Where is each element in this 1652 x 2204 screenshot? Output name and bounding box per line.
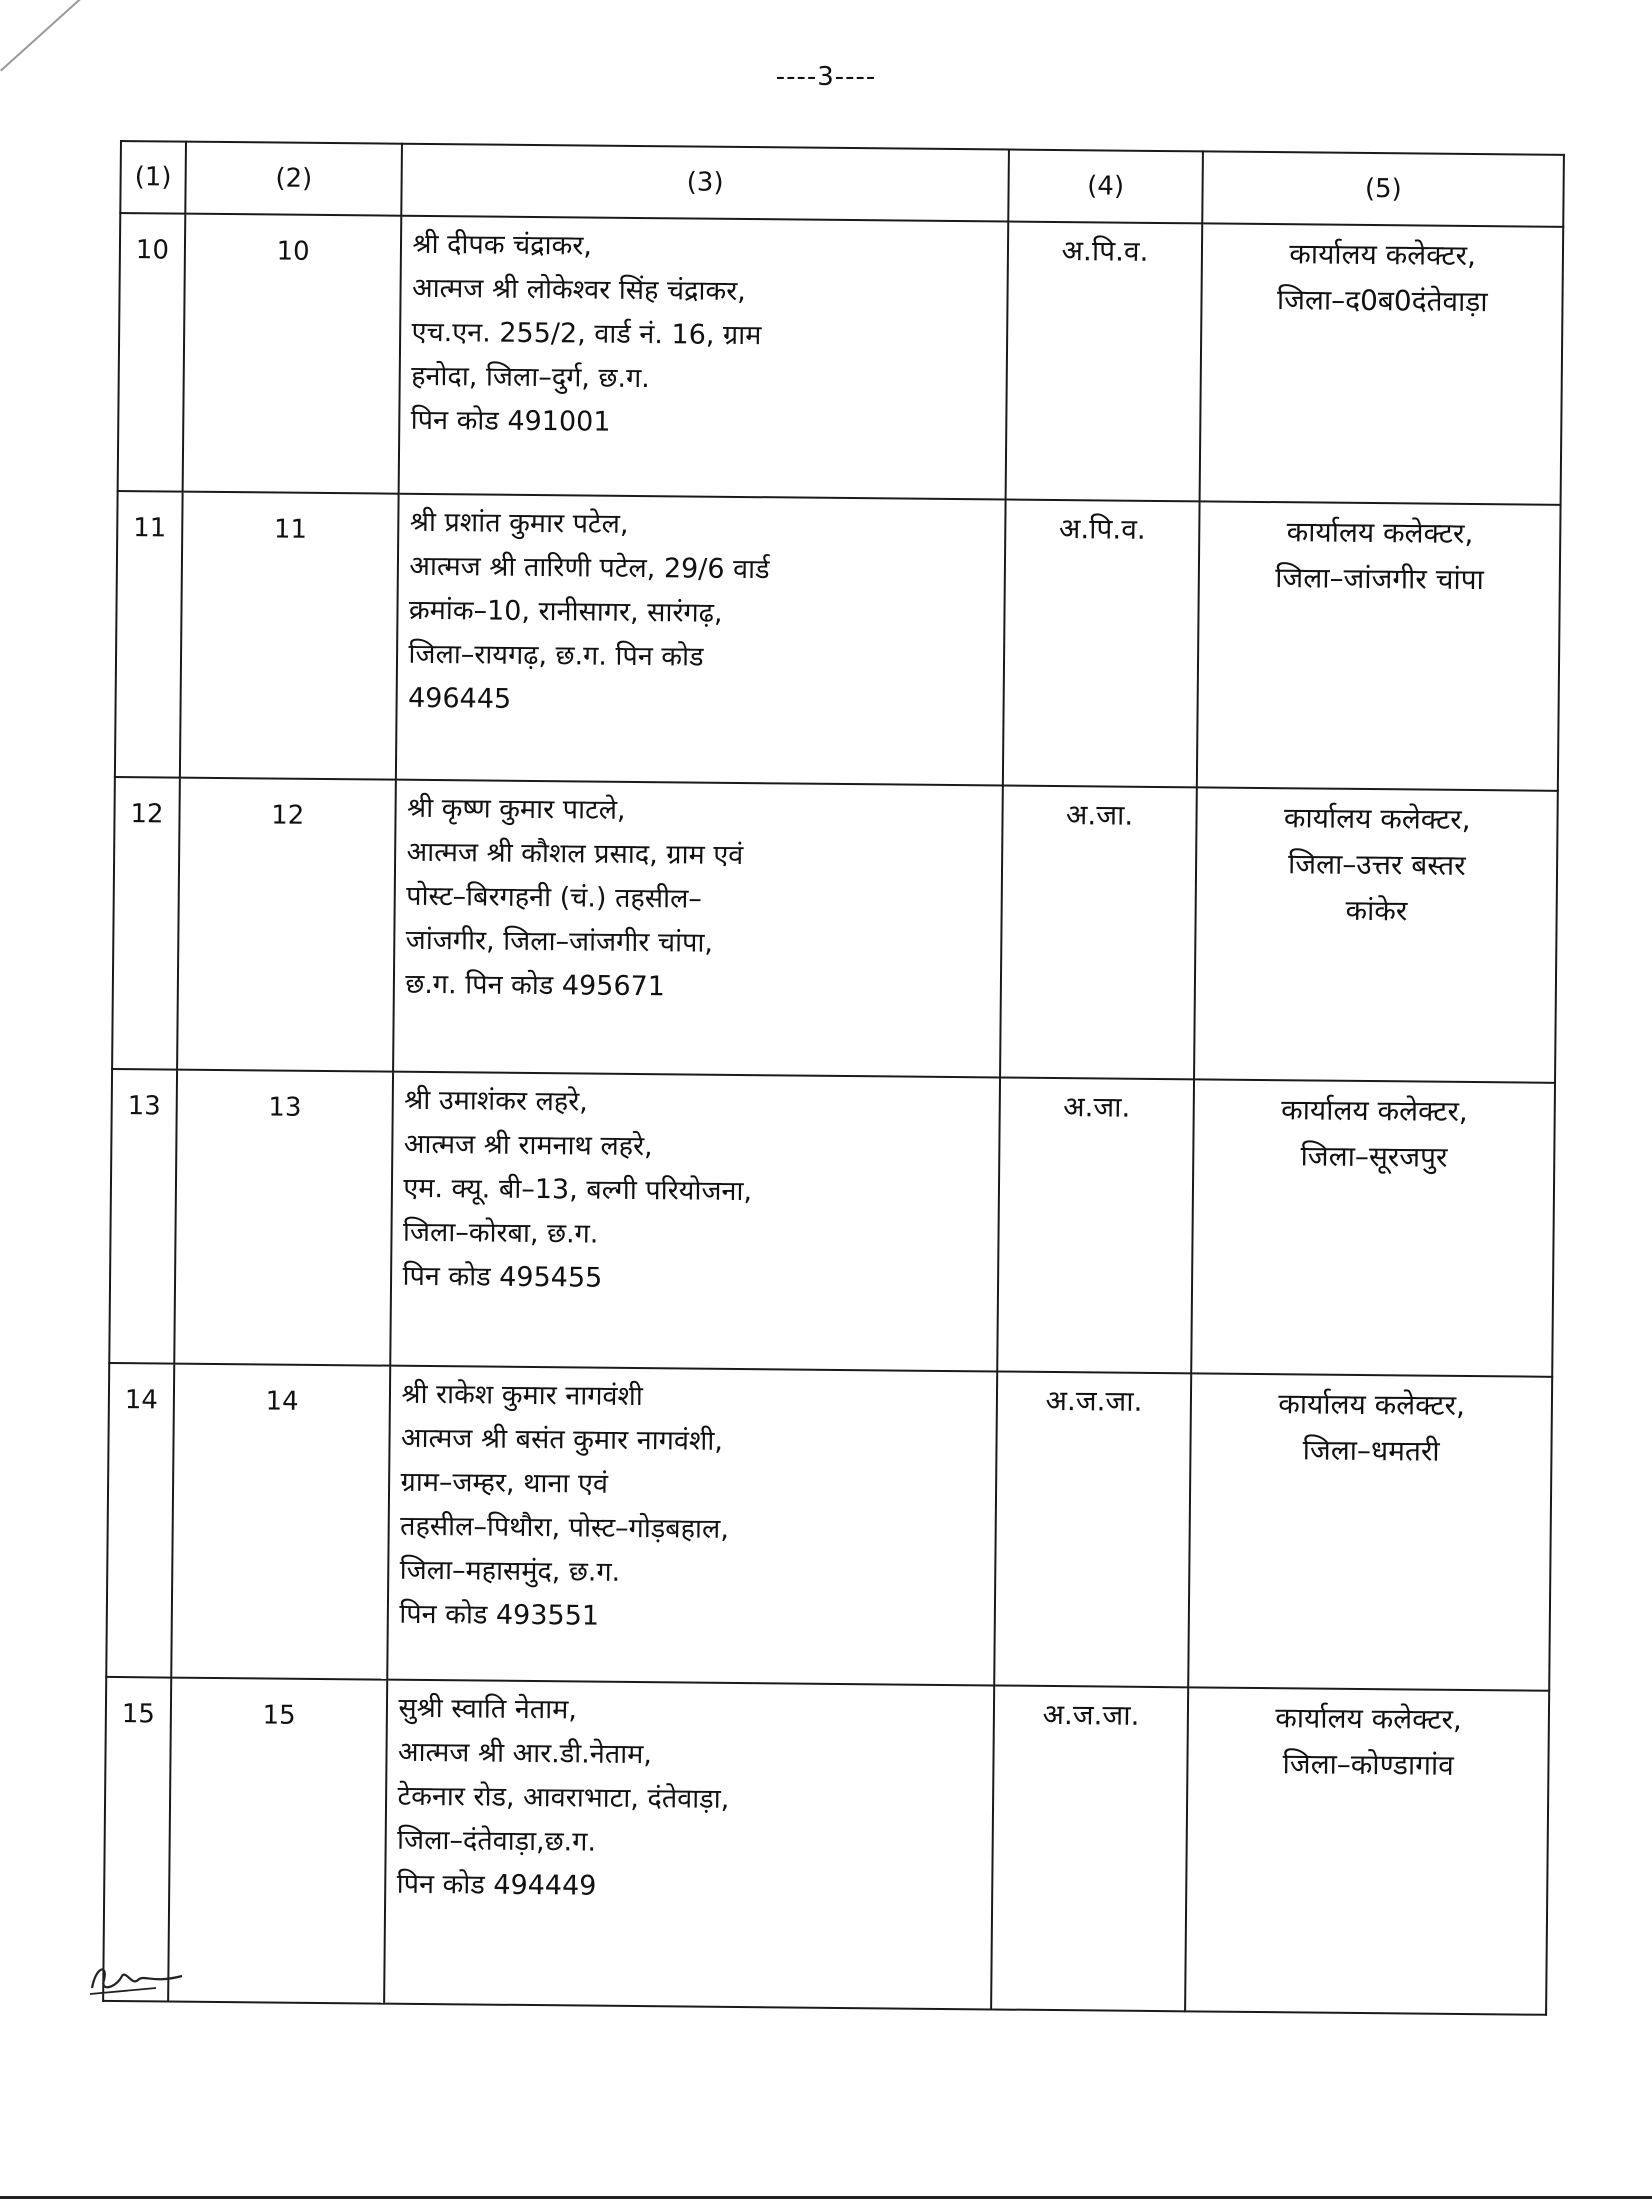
table-row	[115, 491, 1561, 791]
address-line: श्री कृष्ण कुमार पाटले,	[406, 792, 626, 826]
office-line: कार्यालय कलेक्टर,	[1283, 801, 1471, 836]
office-line: कार्यालय कलेक्टर,	[1286, 515, 1474, 551]
address-line: सुश्री स्वाति नेताम,	[398, 1692, 578, 1726]
address-line: तहसील–पिथौरा, पोस्ट–गोड़बहाल,	[399, 1510, 730, 1545]
row-category: अ.ज.जा.	[991, 1685, 1189, 2011]
table-row	[118, 213, 1564, 505]
row-office	[1197, 501, 1560, 790]
office-line: कार्यालय कलेक्टर,	[1281, 1093, 1468, 1128]
row-office	[1189, 1373, 1553, 1690]
office-line: जिला–उत्तर बस्तर	[1287, 847, 1466, 882]
address-line: आत्मज श्री लोकेश्वर सिंह चंद्राकर,	[411, 272, 746, 308]
row-category: अ.जा.	[997, 1077, 1195, 1373]
row-category: अ.जा.	[1000, 786, 1198, 1080]
row-serial: 10	[183, 214, 402, 494]
scan-edge-mark	[0, 0, 195, 71]
row-sno: 10	[118, 213, 186, 492]
address-line: पोस्ट–बिरगहनी (चं.) तहसील–	[406, 880, 702, 915]
address-line: पिन कोड 495455	[402, 1260, 603, 1294]
header-col-4: (4)	[1008, 150, 1204, 224]
address-line: जिला–रायगढ़, छ.ग. पिन कोड	[408, 638, 704, 673]
address-line: जिला–दंतेवाड़ा,छ.ग.	[396, 1824, 597, 1858]
header-col-2: (2)	[185, 142, 402, 216]
office-line: जिला–कोण्डागांव	[1282, 1747, 1454, 1782]
address-line: आत्मज श्री बसंत कुमार नागवंशी,	[400, 1422, 724, 1457]
row-serial: 15	[168, 1678, 388, 2004]
header-col-1: (1)	[120, 141, 186, 214]
address-line: श्री राकेश कुमार नागवंशी	[401, 1378, 644, 1413]
signature-initials	[86, 1958, 186, 1998]
address-line: आत्मज श्री तारिणी पटेल, 29/6 वार्ड	[409, 550, 770, 586]
address-line: आत्मज श्री रामनाथ लहरे,	[403, 1128, 653, 1163]
table-row	[103, 1677, 1549, 2015]
row-sno: 12	[112, 777, 180, 1070]
address-line: एच.एन. 255/2, वार्ड नं. 16, ग्राम	[411, 316, 762, 352]
row-address	[399, 216, 1008, 500]
row-serial: 14	[171, 1364, 391, 1680]
office-line: कार्यालय कलेक्टर,	[1278, 1387, 1466, 1422]
row-address	[394, 780, 1003, 1078]
office-line: कांकेर	[1345, 893, 1408, 928]
row-address	[388, 1366, 997, 1686]
row-office	[1200, 223, 1563, 504]
address-line: आत्मज श्री कौशल प्रसाद, ग्राम एवं	[406, 836, 744, 872]
header-col-5: (5)	[1203, 151, 1564, 226]
address-line: पिन कोड 491001	[410, 404, 611, 438]
address-line: हनोदा, जिला–दुर्ग, छ.ग.	[411, 360, 650, 395]
address-line: क्रमांक–10, रानीसागर, सारंगढ़,	[408, 594, 723, 629]
address-line: 496445	[407, 682, 512, 715]
row-sno: 14	[106, 1363, 174, 1678]
row-serial: 13	[174, 1070, 393, 1366]
address-line: छ.ग. पिन कोड 495671	[405, 968, 666, 1003]
address-line: आत्मज श्री आर.डी.नेताम,	[397, 1736, 653, 1771]
row-office	[1195, 787, 1558, 1082]
address-line: जिला–महासमुंद, छ.ग.	[399, 1554, 621, 1588]
row-serial: 12	[177, 778, 396, 1072]
row-category: अ.ज.जा.	[994, 1371, 1192, 1687]
table-row	[106, 1363, 1552, 1691]
office-line: कार्यालय कलेक्टर,	[1289, 237, 1477, 273]
table-row	[112, 777, 1558, 1083]
address-line: टेकनार रोड, आवराभाटा, दंतेवाड़ा,	[397, 1780, 730, 1815]
address-line: पिन कोड 494449	[396, 1868, 597, 1902]
address-line: श्री प्रशांत कुमार पटेल,	[409, 506, 629, 540]
address-line: एम. क्यू. बी–13, बल्गी परियोजना,	[403, 1172, 753, 1208]
appointment-table	[102, 140, 1565, 2016]
office-line: कार्यालय कलेक्टर,	[1275, 1701, 1463, 1736]
office-line: जिला–सूरजपुर	[1300, 1139, 1448, 1174]
page-bottom-rule	[0, 2196, 1652, 2199]
office-line: जिला–जांजगीर चांपा	[1275, 561, 1485, 597]
row-category: अ.पि.व.	[1002, 500, 1200, 788]
address-line: जांजगीर, जिला–जांजगीर चांपा,	[405, 924, 714, 959]
office-line: जिला–द0ब0दंतेवाड़ा	[1276, 283, 1488, 319]
header-col-3: (3)	[402, 144, 1009, 222]
row-office	[1192, 1079, 1555, 1376]
address-line: पिन कोड 493551	[399, 1598, 600, 1632]
row-address	[385, 1680, 994, 2010]
page-number: ----3----	[775, 62, 877, 92]
address-line: श्री दीपक चंद्राकर,	[412, 228, 593, 262]
row-office	[1186, 1687, 1550, 2014]
row-sno: 11	[115, 491, 183, 778]
row-sno: 15	[103, 1677, 171, 2002]
row-sno: 13	[109, 1069, 177, 1364]
address-line: जिला–कोरबा, छ.ग.	[402, 1216, 599, 1250]
address-line: ग्राम–जम्हर, थाना एवं	[400, 1466, 609, 1500]
table-row	[109, 1069, 1555, 1377]
row-address	[396, 494, 1005, 786]
address-line: श्री उमाशंकर लहरे,	[404, 1084, 588, 1118]
row-category: अ.पि.व.	[1005, 222, 1203, 502]
row-address	[391, 1072, 1000, 1372]
row-serial: 11	[180, 492, 399, 780]
table-header-row	[120, 141, 1564, 227]
office-line: जिला–धमतरी	[1302, 1433, 1440, 1468]
